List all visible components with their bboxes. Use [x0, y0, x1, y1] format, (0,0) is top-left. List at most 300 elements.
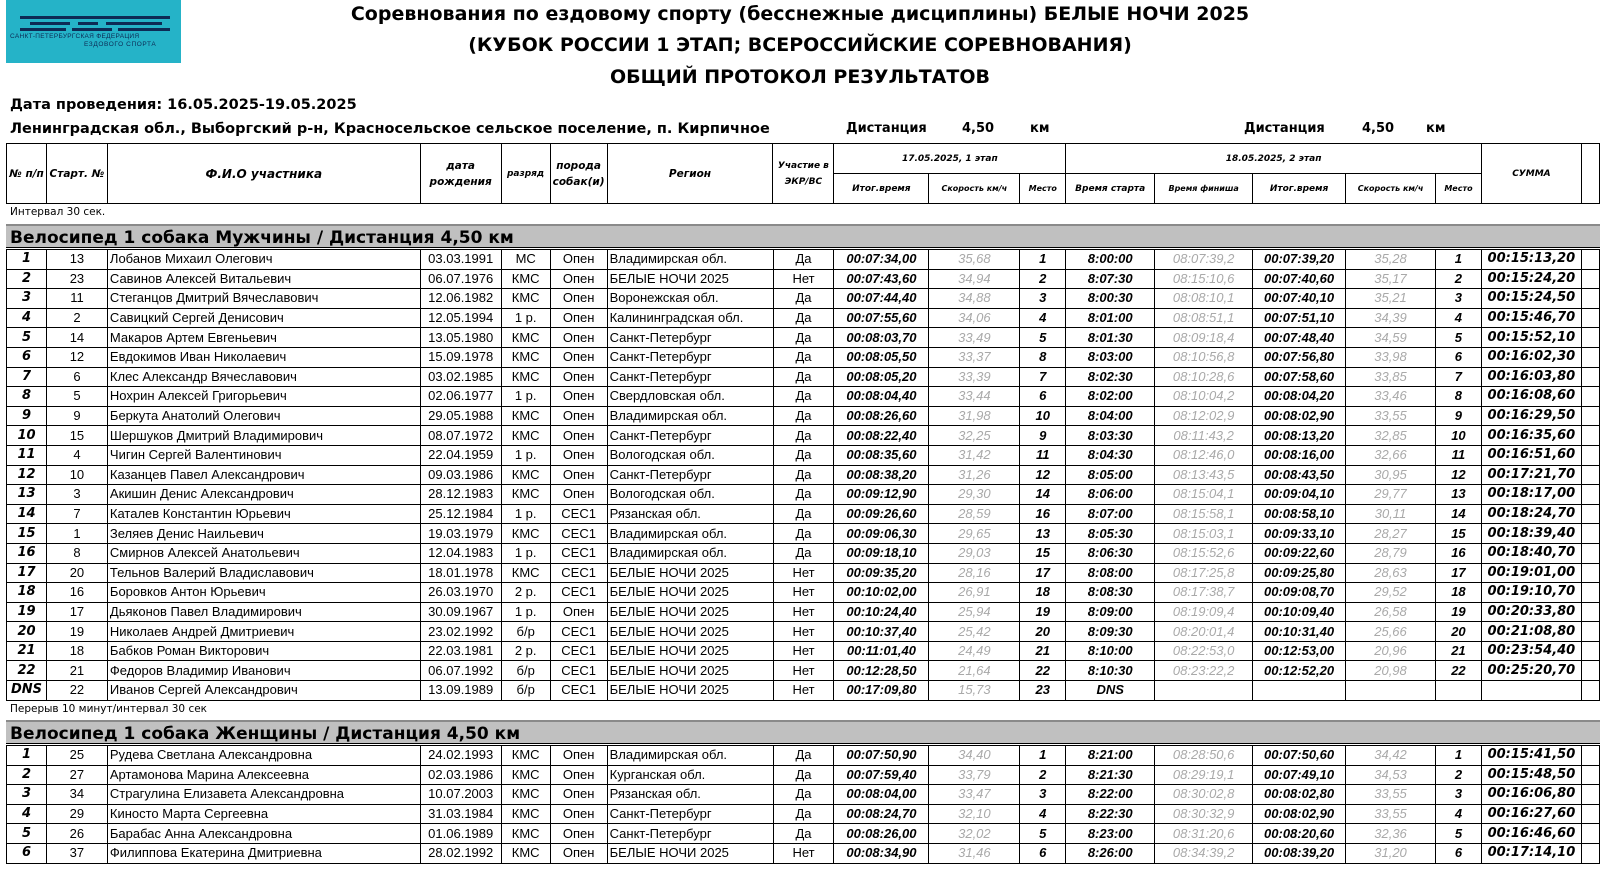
cell-s1-time: 00:07:43,60	[834, 269, 929, 289]
cell-s1-place: 9	[1020, 426, 1066, 446]
cell-dob: 13.05.1980	[420, 328, 501, 348]
cell-s2-start: 8:10:30	[1066, 661, 1155, 681]
cell-region: Рязанская обл.	[607, 504, 773, 524]
cell-pos: 3	[7, 785, 47, 805]
cell-s2-finish: 08:10:28,6	[1155, 367, 1253, 387]
event-title: Соревнования по ездовому спорту (бесснежные дисциплины) БЕЛЫЕ НОЧИ 2025	[350, 3, 1250, 25]
table-row	[7, 824, 1600, 844]
table-row	[7, 661, 1600, 681]
col-rank: разряд	[501, 144, 550, 204]
cell-s1-speed: 29,30	[929, 485, 1020, 505]
cell-name: Бабков Роман Викторович	[107, 641, 420, 661]
cell-name: Беркута Анатолий Олегович	[107, 406, 420, 426]
cell-name: Стеганцов Дмитрий Вячеславович	[107, 289, 420, 309]
cell-s2-start: 8:22:00	[1066, 785, 1155, 805]
table-row	[7, 504, 1600, 524]
cell-sum: 00:18:40,70	[1481, 543, 1581, 563]
cell-breed: Опен	[550, 765, 607, 785]
cell-s2-time: 00:07:56,80	[1253, 347, 1346, 367]
cell-s2-start: 8:21:30	[1066, 765, 1155, 785]
cell-extra	[1581, 308, 1599, 328]
cell-s2-finish: 08:08:10,1	[1155, 289, 1253, 309]
cell-breed: Опен	[550, 485, 607, 505]
cell-name: Макаров Артем Евгеньевич	[107, 328, 420, 348]
cell-s2-finish: 08:13:43,5	[1155, 465, 1253, 485]
cell-sum: 00:15:52,10	[1481, 328, 1581, 348]
cell-s2-finish: 08:29:19,1	[1155, 765, 1253, 785]
cell-s1-time: 00:08:26,00	[834, 824, 929, 844]
cell-name: Чигин Сергей Валентинович	[107, 445, 420, 465]
cell-breed: Опен	[550, 250, 607, 270]
col-breed: порода собак(и)	[550, 144, 607, 204]
cell-pos: 4	[7, 804, 47, 824]
stage2-distance-value: 4,50	[1362, 121, 1395, 136]
cell-bib: 5	[46, 387, 107, 407]
cell-s1-speed: 25,94	[929, 602, 1020, 622]
cell-extra	[1581, 563, 1599, 583]
stage1-distance-label: Дистанция	[846, 121, 927, 136]
cell-region: Рязанская обл.	[607, 785, 773, 805]
cell-dob: 06.07.1992	[420, 661, 501, 681]
cell-breed: СЕС1	[550, 681, 607, 701]
cell-s2-place: 19	[1435, 602, 1481, 622]
cell-s1-speed: 35,68	[929, 250, 1020, 270]
cell-sum: 00:17:21,70	[1481, 465, 1581, 485]
cell-name: Каталев Константин Юрьевич	[107, 504, 420, 524]
cell-breed: Опен	[550, 465, 607, 485]
cell-name: Клес Александр Вячеславович	[107, 367, 420, 387]
cell-s2-speed: 31,20	[1346, 843, 1436, 863]
table-row	[7, 602, 1600, 622]
col-stage2: 18.05.2025, 2 этап	[1066, 144, 1482, 174]
col-dob: дата рождения	[420, 144, 501, 204]
cell-bib: 37	[46, 843, 107, 863]
cell-s2-finish: 08:15:52,6	[1155, 543, 1253, 563]
table-row	[7, 622, 1600, 642]
cell-s2-start: 8:07:00	[1066, 504, 1155, 524]
cell-extra	[1581, 485, 1599, 505]
cell-s1-time: 00:07:44,40	[834, 289, 929, 309]
cell-s1-place: 20	[1020, 622, 1066, 642]
cell-extra	[1581, 387, 1599, 407]
cell-sum: 00:15:24,20	[1481, 269, 1581, 289]
cell-s1-time: 00:08:03,70	[834, 328, 929, 348]
col-s2-time: Итог.время	[1253, 174, 1346, 204]
cell-extra	[1581, 622, 1599, 642]
cell-rank: КМС	[501, 347, 550, 367]
cell-s2-finish: 08:09:18,4	[1155, 328, 1253, 348]
cell-region: БЕЛЫЕ НОЧИ 2025	[607, 622, 773, 642]
cell-pos: 8	[7, 387, 47, 407]
cell-ekr: Нет	[773, 843, 834, 863]
cell-bib: 3	[46, 485, 107, 505]
cell-s2-speed: 33,55	[1346, 406, 1436, 426]
cell-region: БЕЛЫЕ НОЧИ 2025	[607, 563, 773, 583]
cell-s1-place: 15	[1020, 543, 1066, 563]
cell-name: Иванов Сергей Александрович	[107, 681, 420, 701]
cell-breed: СЕС1	[550, 543, 607, 563]
cell-bib: 25	[46, 746, 107, 766]
cell-name: Рудева Светлана Александровна	[107, 746, 420, 766]
cell-s1-place: 12	[1020, 465, 1066, 485]
cell-s2-place: 15	[1435, 524, 1481, 544]
cell-s2-start: 8:01:30	[1066, 328, 1155, 348]
cell-pos: 1	[7, 746, 47, 766]
cell-breed: Опен	[550, 602, 607, 622]
cell-rank: 1 р.	[501, 445, 550, 465]
col-extra	[1581, 144, 1599, 204]
cell-rank: КМС	[501, 824, 550, 844]
cell-s2-time: 00:09:22,60	[1253, 543, 1346, 563]
cell-s2-finish: 08:15:03,1	[1155, 524, 1253, 544]
cell-s1-place: 10	[1020, 406, 1066, 426]
cell-bib: 19	[46, 622, 107, 642]
cell-region: Санкт-Петербург	[607, 347, 773, 367]
cell-s2-time: 00:08:02,80	[1253, 785, 1346, 805]
cell-s2-finish: 08:12:46,0	[1155, 445, 1253, 465]
cell-breed: Опен	[550, 804, 607, 824]
cell-s1-speed: 31,42	[929, 445, 1020, 465]
cell-s1-speed: 28,16	[929, 563, 1020, 583]
table-row	[7, 843, 1600, 863]
cell-dob: 12.05.1994	[420, 308, 501, 328]
cell-s2-speed: 20,98	[1346, 661, 1436, 681]
cell-s2-speed: 29,77	[1346, 485, 1436, 505]
table-row	[7, 289, 1600, 309]
cell-s1-time: 00:07:50,90	[834, 746, 929, 766]
cell-pos: 2	[7, 765, 47, 785]
cell-pos: 13	[7, 485, 47, 505]
cell-s2-speed: 28,63	[1346, 563, 1436, 583]
cell-bib: 2	[46, 308, 107, 328]
cell-s2-start: 8:07:30	[1066, 269, 1155, 289]
cell-s2-speed: 33,55	[1346, 804, 1436, 824]
cell-dob: 24.02.1993	[420, 746, 501, 766]
cell-breed: СЕС1	[550, 661, 607, 681]
cell-s1-time: 00:08:24,70	[834, 804, 929, 824]
cell-s2-start: 8:09:30	[1066, 622, 1155, 642]
table-row	[7, 563, 1600, 583]
cell-breed: Опен	[550, 406, 607, 426]
cell-s2-speed: 29,52	[1346, 583, 1436, 603]
cell-name: Николаев Андрей Дмитриевич	[107, 622, 420, 642]
cell-s2-start: 8:04:00	[1066, 406, 1155, 426]
cell-dob: 28.02.1992	[420, 843, 501, 863]
cell-ekr: Да	[773, 465, 834, 485]
cell-s1-place: 17	[1020, 563, 1066, 583]
cell-sum: 00:23:54,40	[1481, 641, 1581, 661]
cell-s1-speed: 32,02	[929, 824, 1020, 844]
cell-s2-finish: 08:10:56,8	[1155, 347, 1253, 367]
col-s2-place: Место	[1436, 174, 1482, 204]
cell-rank: КМС	[501, 524, 550, 544]
cell-s1-speed: 33,37	[929, 347, 1020, 367]
cell-bib: 10	[46, 465, 107, 485]
cell-ekr: Да	[773, 347, 834, 367]
cell-s2-place: 5	[1435, 824, 1481, 844]
cell-s2-time: 00:08:02,90	[1253, 804, 1346, 824]
cell-s2-time: 00:08:58,10	[1253, 504, 1346, 524]
cell-pos: 22	[7, 661, 47, 681]
cell-region: Санкт-Петербург	[607, 804, 773, 824]
table-row	[7, 485, 1600, 505]
cell-breed: СЕС1	[550, 641, 607, 661]
cell-extra	[1581, 347, 1599, 367]
cell-s2-speed: 32,66	[1346, 445, 1436, 465]
cell-extra	[1581, 804, 1599, 824]
cell-s1-speed: 29,03	[929, 543, 1020, 563]
cell-pos: 7	[7, 367, 47, 387]
cell-sum: 00:20:33,80	[1481, 602, 1581, 622]
cell-s1-time: 00:12:28,50	[834, 661, 929, 681]
cell-s2-speed: 35,17	[1346, 269, 1436, 289]
cell-s2-finish: 08:15:58,1	[1155, 504, 1253, 524]
cell-s1-time: 00:07:34,00	[834, 250, 929, 270]
cell-region: Вологодская обл.	[607, 445, 773, 465]
cell-s2-time: 00:09:08,70	[1253, 583, 1346, 603]
cell-pos: 21	[7, 641, 47, 661]
cell-breed: Опен	[550, 367, 607, 387]
cell-s1-place: 6	[1020, 843, 1066, 863]
cell-ekr: Нет	[773, 269, 834, 289]
cell-s1-speed: 34,88	[929, 289, 1020, 309]
cell-s2-start: 8:06:00	[1066, 485, 1155, 505]
cell-ekr: Да	[773, 485, 834, 505]
cell-name: Акишин Денис Александрович	[107, 485, 420, 505]
cell-breed: Опен	[550, 347, 607, 367]
cell-name: Барабас Анна Александровна	[107, 824, 420, 844]
cell-s2-finish: 08:15:04,1	[1155, 485, 1253, 505]
cell-s2-start: 8:06:30	[1066, 543, 1155, 563]
table-row	[7, 347, 1600, 367]
col-s2-finish: Время финиша	[1155, 174, 1253, 204]
cell-s2-finish: 08:22:53,0	[1155, 641, 1253, 661]
cell-breed: Опен	[550, 746, 607, 766]
cell-s2-time: 00:10:09,40	[1253, 602, 1346, 622]
cell-bib: 8	[46, 543, 107, 563]
cell-extra	[1581, 445, 1599, 465]
cell-extra	[1581, 524, 1599, 544]
cell-bib: 17	[46, 602, 107, 622]
cell-dob: 09.03.1986	[420, 465, 501, 485]
cell-s1-speed: 34,06	[929, 308, 1020, 328]
cell-ekr: Да	[773, 328, 834, 348]
cell-bib: 27	[46, 765, 107, 785]
cell-pos: 12	[7, 465, 47, 485]
col-ekr: Участие в ЭКР/ВС	[773, 144, 834, 204]
cell-s1-time: 00:09:06,30	[834, 524, 929, 544]
cell-s1-time: 00:08:04,00	[834, 785, 929, 805]
stage2-distance-unit: км	[1426, 121, 1446, 136]
cell-name: Казанцев Павел Александрович	[107, 465, 420, 485]
cell-s1-time: 00:08:35,60	[834, 445, 929, 465]
col-stage1: 17.05.2025, 1 этап	[834, 144, 1066, 174]
cell-s1-time: 00:17:09,80	[834, 681, 929, 701]
cell-s1-time: 00:08:05,20	[834, 367, 929, 387]
cell-s2-time: 00:07:50,60	[1253, 746, 1346, 766]
cell-s2-speed: 30,11	[1346, 504, 1436, 524]
cell-s1-time: 00:10:24,40	[834, 602, 929, 622]
cell-breed: СЕС1	[550, 622, 607, 642]
cell-name: Нохрин Алексей Григорьевич	[107, 387, 420, 407]
cell-breed: Опен	[550, 426, 607, 446]
men-interval-note: Интервал 30 сек.	[10, 206, 106, 218]
logo-text-line2: ЕЗДОВОГО СПОРТА	[84, 41, 157, 48]
cell-name: Савинов Алексей Витальевич	[107, 269, 420, 289]
table-row	[7, 328, 1600, 348]
cell-s2-place: 7	[1435, 367, 1481, 387]
cell-s1-time: 00:08:38,20	[834, 465, 929, 485]
cell-s1-place: 14	[1020, 485, 1066, 505]
col-sum: СУММА	[1481, 144, 1581, 204]
cell-extra	[1581, 250, 1599, 270]
cell-region: БЕЛЫЕ НОЧИ 2025	[607, 661, 773, 681]
cell-extra	[1581, 504, 1599, 524]
cell-sum: 00:15:41,50	[1481, 746, 1581, 766]
cell-pos: 14	[7, 504, 47, 524]
cell-s2-place: 3	[1435, 785, 1481, 805]
cell-dob: 22.03.1981	[420, 641, 501, 661]
cell-extra	[1581, 465, 1599, 485]
cell-breed: Опен	[550, 785, 607, 805]
cell-dob: 06.07.1976	[420, 269, 501, 289]
cell-sum: 00:15:46,70	[1481, 308, 1581, 328]
col-bib: Старт. №	[46, 144, 107, 204]
cell-dob: 02.03.1986	[420, 765, 501, 785]
cell-s2-time: 00:07:39,20	[1253, 250, 1346, 270]
cell-extra	[1581, 746, 1599, 766]
section-title-men: Велосипед 1 собака Мужчины / Дистанция 4,50 км	[6, 224, 1600, 248]
cell-s2-place: 5	[1435, 328, 1481, 348]
cell-s2-start: 8:26:00	[1066, 843, 1155, 863]
cell-ekr: Нет	[773, 661, 834, 681]
cell-region: БЕЛЫЕ НОЧИ 2025	[607, 583, 773, 603]
cell-s2-start: 8:23:00	[1066, 824, 1155, 844]
cell-s2-finish: 08:17:25,8	[1155, 563, 1253, 583]
cell-s2-speed: 32,85	[1346, 426, 1436, 446]
table-row	[7, 681, 1600, 701]
cell-s2-speed	[1346, 681, 1436, 701]
cell-s1-place: 4	[1020, 804, 1066, 824]
cell-s2-start: 8:10:00	[1066, 641, 1155, 661]
cell-ekr: Да	[773, 445, 834, 465]
cell-s2-place: 4	[1435, 308, 1481, 328]
cell-s1-speed: 29,65	[929, 524, 1020, 544]
cell-s2-time: 00:07:48,40	[1253, 328, 1346, 348]
cell-s2-speed: 35,28	[1346, 250, 1436, 270]
cell-s2-place: 18	[1435, 583, 1481, 603]
cell-ekr: Да	[773, 804, 834, 824]
cell-s1-place: 23	[1020, 681, 1066, 701]
cell-s2-place: 21	[1435, 641, 1481, 661]
table-row	[7, 765, 1600, 785]
cell-name: Зеляев Денис Наильевич	[107, 524, 420, 544]
cell-s2-finish: 08:10:04,2	[1155, 387, 1253, 407]
cell-region: Владимирская обл.	[607, 406, 773, 426]
table-row	[7, 387, 1600, 407]
cell-s1-place: 4	[1020, 308, 1066, 328]
cell-pos: 2	[7, 269, 47, 289]
cell-s2-start: DNS	[1066, 681, 1155, 701]
cell-bib: 1	[46, 524, 107, 544]
cell-region: БЕЛЫЕ НОЧИ 2025	[607, 641, 773, 661]
federation-logo	[6, 0, 181, 63]
cell-pos: 19	[7, 602, 47, 622]
cell-s1-time: 00:07:55,60	[834, 308, 929, 328]
cell-pos: 6	[7, 843, 47, 863]
stage2-distance-label: Дистанция	[1244, 121, 1325, 136]
cell-s2-place: 2	[1435, 269, 1481, 289]
cell-s2-start: 8:08:30	[1066, 583, 1155, 603]
table-row	[7, 524, 1600, 544]
cell-s2-finish: 08:07:39,2	[1155, 250, 1253, 270]
cell-s2-speed: 33,55	[1346, 785, 1436, 805]
cell-ekr: Да	[773, 785, 834, 805]
col-s1-place: Место	[1020, 174, 1066, 204]
cell-s2-speed: 35,21	[1346, 289, 1436, 309]
cell-bib: 11	[46, 289, 107, 309]
cell-sum: 00:16:46,60	[1481, 824, 1581, 844]
cell-s1-place: 3	[1020, 289, 1066, 309]
cell-region: Владимирская обл.	[607, 250, 773, 270]
cell-name: Киносто Марта Сергеевна	[107, 804, 420, 824]
cell-s2-time: 00:08:43,50	[1253, 465, 1346, 485]
cell-sum: 00:21:08,80	[1481, 622, 1581, 642]
cell-extra	[1581, 661, 1599, 681]
cell-dob: 22.04.1959	[420, 445, 501, 465]
cell-extra	[1581, 367, 1599, 387]
cell-dob: 01.06.1989	[420, 824, 501, 844]
cell-s2-speed: 34,53	[1346, 765, 1436, 785]
cell-bib: 26	[46, 824, 107, 844]
cell-s2-finish: 08:30:32,9	[1155, 804, 1253, 824]
cell-s1-place: 5	[1020, 824, 1066, 844]
cell-extra	[1581, 843, 1599, 863]
cell-s2-speed: 34,59	[1346, 328, 1436, 348]
cell-s2-start: 8:02:00	[1066, 387, 1155, 407]
section-title-women: Велосипед 1 собака Женщины / Дистанция 4,50 км	[6, 720, 1600, 744]
cell-region: Воронежская обл.	[607, 289, 773, 309]
cell-name: Смирнов Алексей Анатольевич	[107, 543, 420, 563]
table-row	[7, 367, 1600, 387]
cell-extra	[1581, 765, 1599, 785]
event-location: Ленинградская обл., Выборгский р-н, Красносельское сельское поселение, п. Кирпичное	[10, 121, 770, 137]
cell-s2-speed: 33,46	[1346, 387, 1436, 407]
cell-rank: МС	[501, 250, 550, 270]
cell-s2-time: 00:12:52,20	[1253, 661, 1346, 681]
cell-s1-place: 2	[1020, 765, 1066, 785]
cell-rank: КМС	[501, 328, 550, 348]
cell-rank: КМС	[501, 406, 550, 426]
cell-dob: 12.04.1983	[420, 543, 501, 563]
cell-pos: 15	[7, 524, 47, 544]
cell-name: Евдокимов Иван Николаевич	[107, 347, 420, 367]
cell-s2-start: 8:22:30	[1066, 804, 1155, 824]
cell-sum: 00:16:08,60	[1481, 387, 1581, 407]
cell-rank: КМС	[501, 804, 550, 824]
cell-s2-finish: 08:17:38,7	[1155, 583, 1253, 603]
cell-s1-place: 6	[1020, 387, 1066, 407]
cell-rank: 2 р.	[501, 583, 550, 603]
cell-breed: Опен	[550, 824, 607, 844]
cell-ekr: Нет	[773, 583, 834, 603]
results-table-men	[6, 249, 1600, 701]
cell-extra	[1581, 269, 1599, 289]
cell-ekr: Да	[773, 824, 834, 844]
cell-pos: 1	[7, 250, 47, 270]
cell-bib: 9	[46, 406, 107, 426]
cell-s2-speed: 32,36	[1346, 824, 1436, 844]
